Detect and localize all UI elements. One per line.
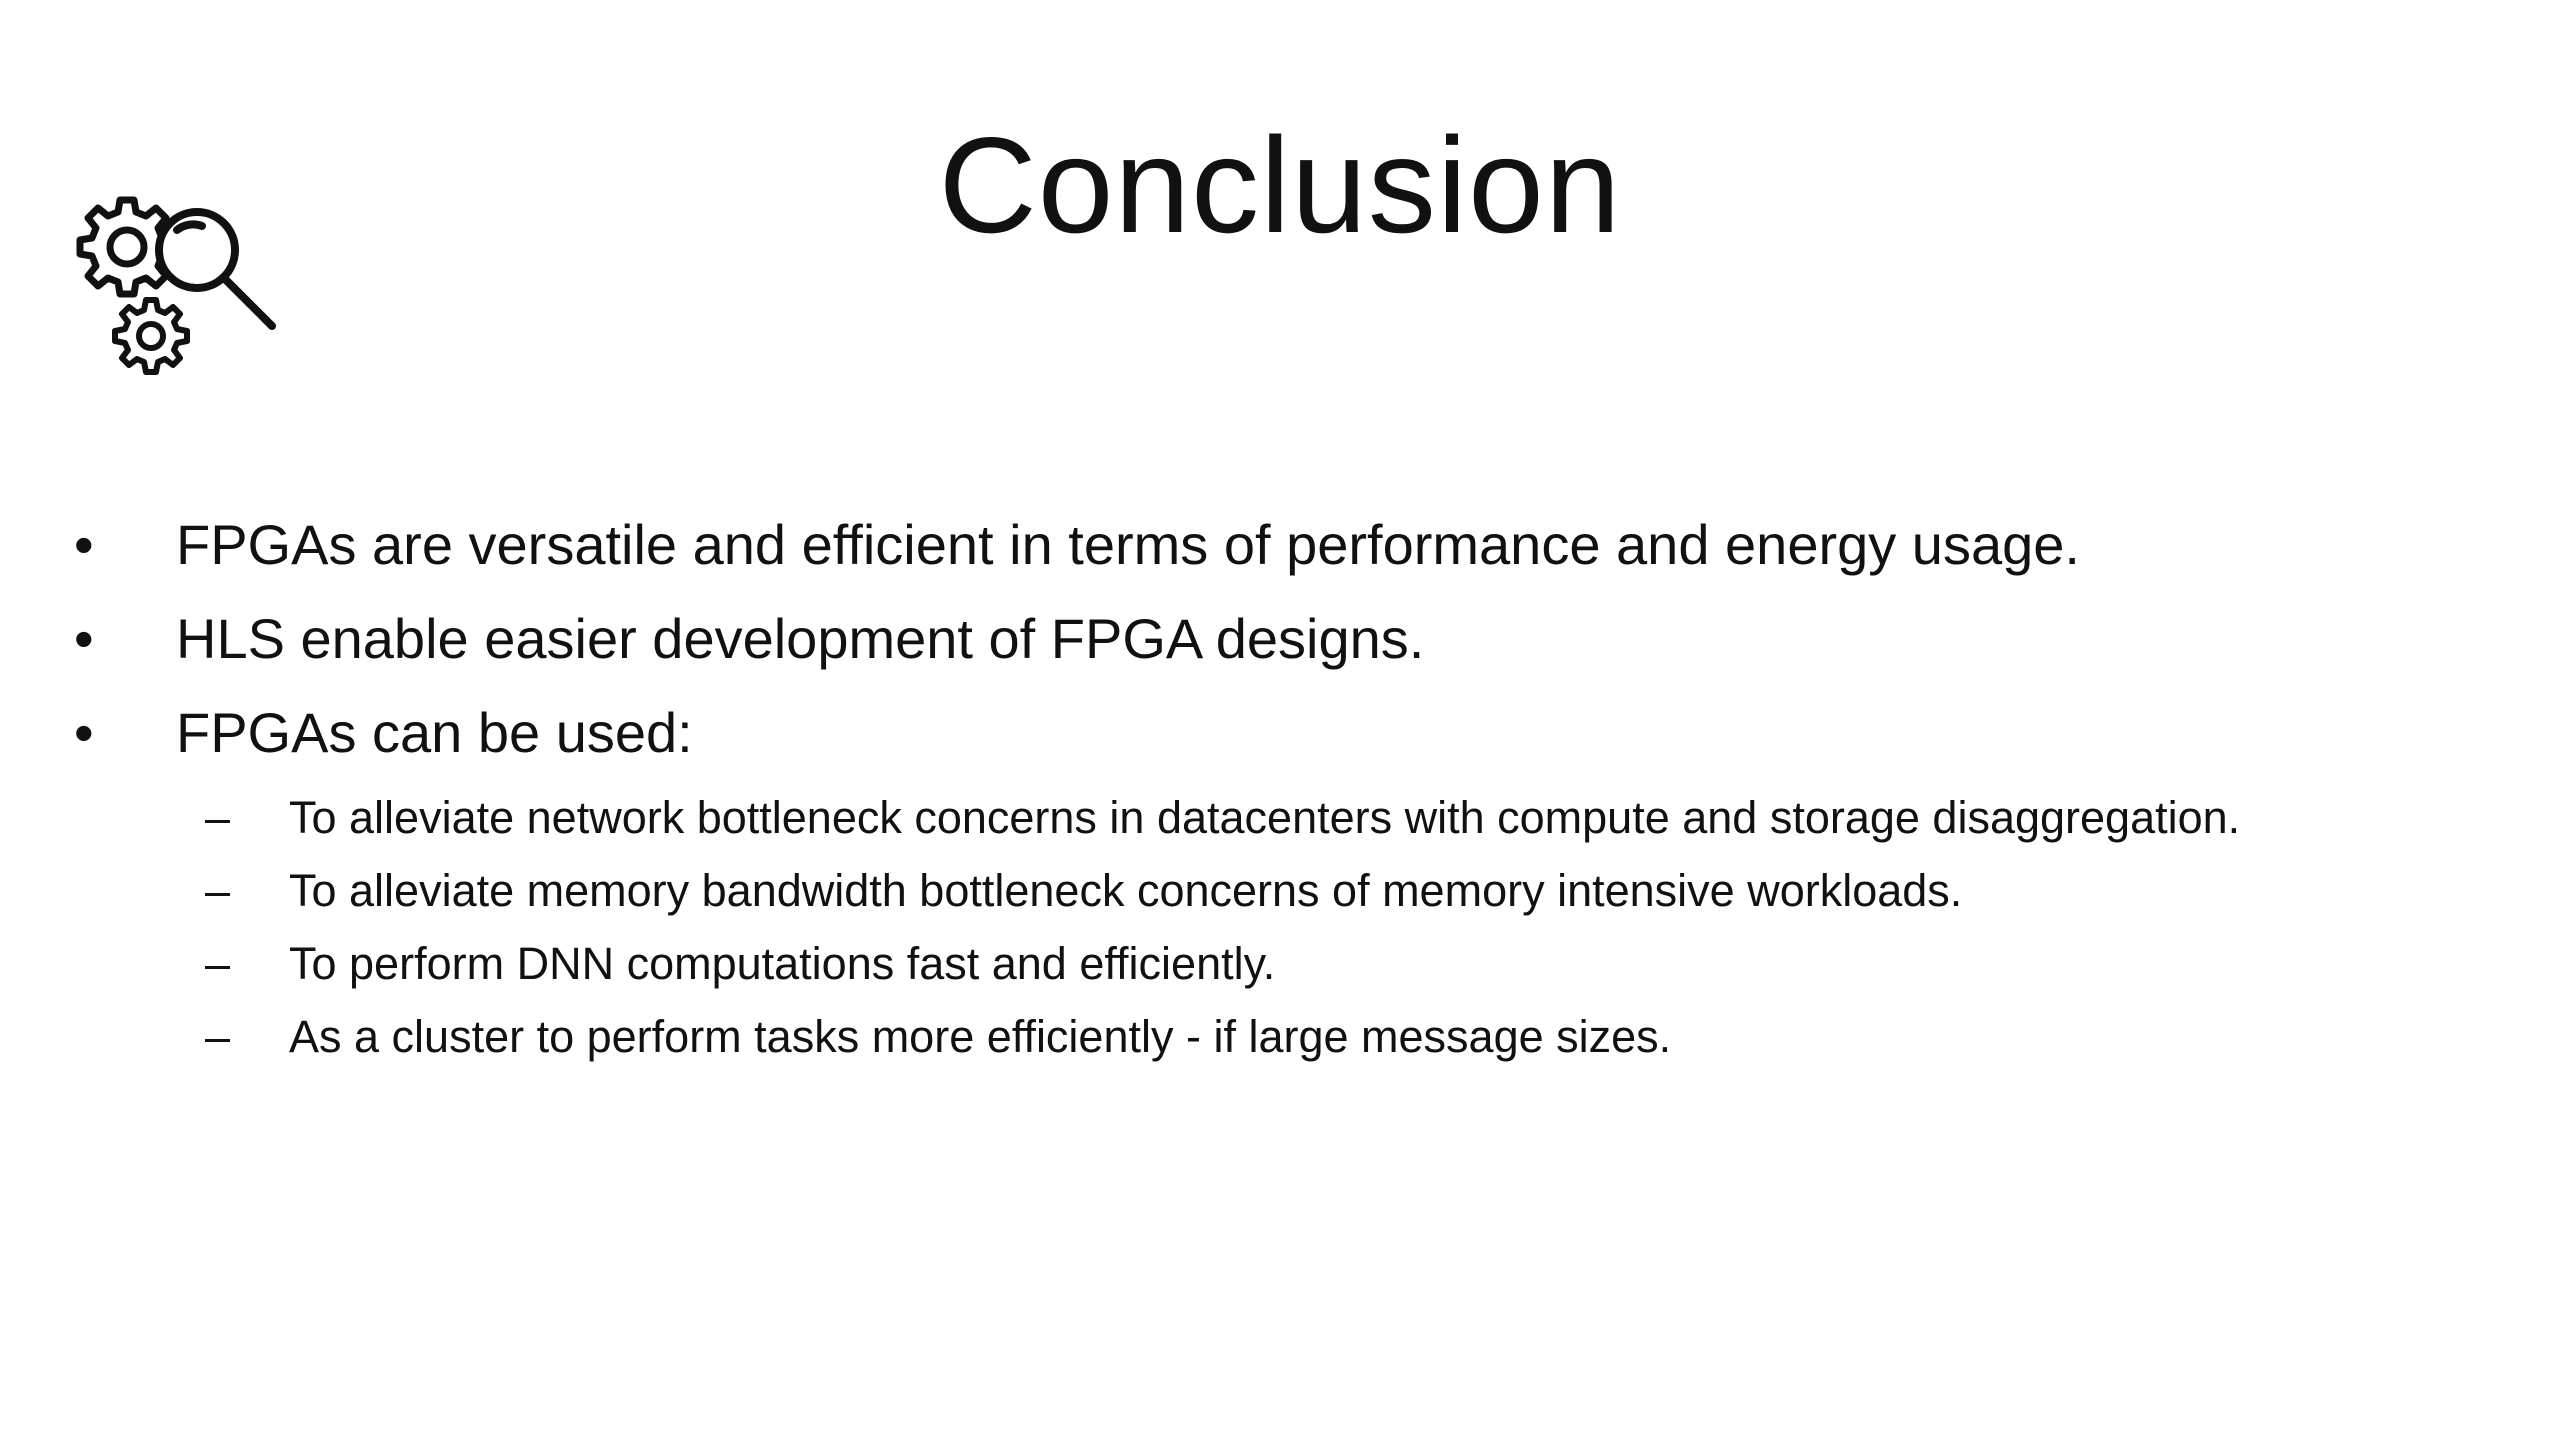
sub-bullet-marker: – bbox=[205, 865, 231, 916]
gears-magnifier-svg bbox=[72, 190, 292, 380]
bullet-text: FPGAs can be used: bbox=[176, 701, 693, 764]
sub-bullet-marker: – bbox=[205, 938, 231, 989]
sub-bullet-text: To perform DNN computations fast and efficiently. bbox=[289, 938, 1276, 989]
sub-bullet-item bbox=[0, 859, 2560, 923]
bullet-text: HLS enable easier development of FPGA designs. bbox=[176, 607, 1425, 670]
bullet-item bbox=[0, 505, 2560, 585]
small-gear-icon bbox=[115, 300, 187, 372]
sub-bullet-text: To alleviate memory bandwidth bottleneck concerns of memory intensive workloads. bbox=[289, 865, 1963, 916]
bullet-item bbox=[0, 599, 2560, 679]
bullet-marker: • bbox=[74, 607, 94, 670]
bullet-marker: • bbox=[74, 701, 94, 764]
slide-title: Conclusion bbox=[938, 109, 1622, 261]
sub-bullet-item bbox=[0, 932, 2560, 996]
sub-bullet-marker: – bbox=[205, 792, 231, 843]
sub-bullet-text: As a cluster to perform tasks more efficiently - if large message sizes. bbox=[289, 1011, 1672, 1062]
bullet-marker: • bbox=[74, 513, 94, 576]
gears-magnifier-icon bbox=[72, 190, 292, 380]
bullet-text: FPGAs are versatile and efficient in terms of performance and energy usage. bbox=[176, 513, 2080, 576]
sub-bullet-marker: – bbox=[205, 1011, 231, 1062]
sub-bullet-item bbox=[0, 786, 2560, 850]
sub-bullet-item bbox=[0, 1005, 2560, 1069]
sub-bullet-text: To alleviate network bottleneck concerns in datacenters with compute and storage disaggregation. bbox=[289, 792, 2241, 843]
bullet-item bbox=[0, 693, 2560, 773]
